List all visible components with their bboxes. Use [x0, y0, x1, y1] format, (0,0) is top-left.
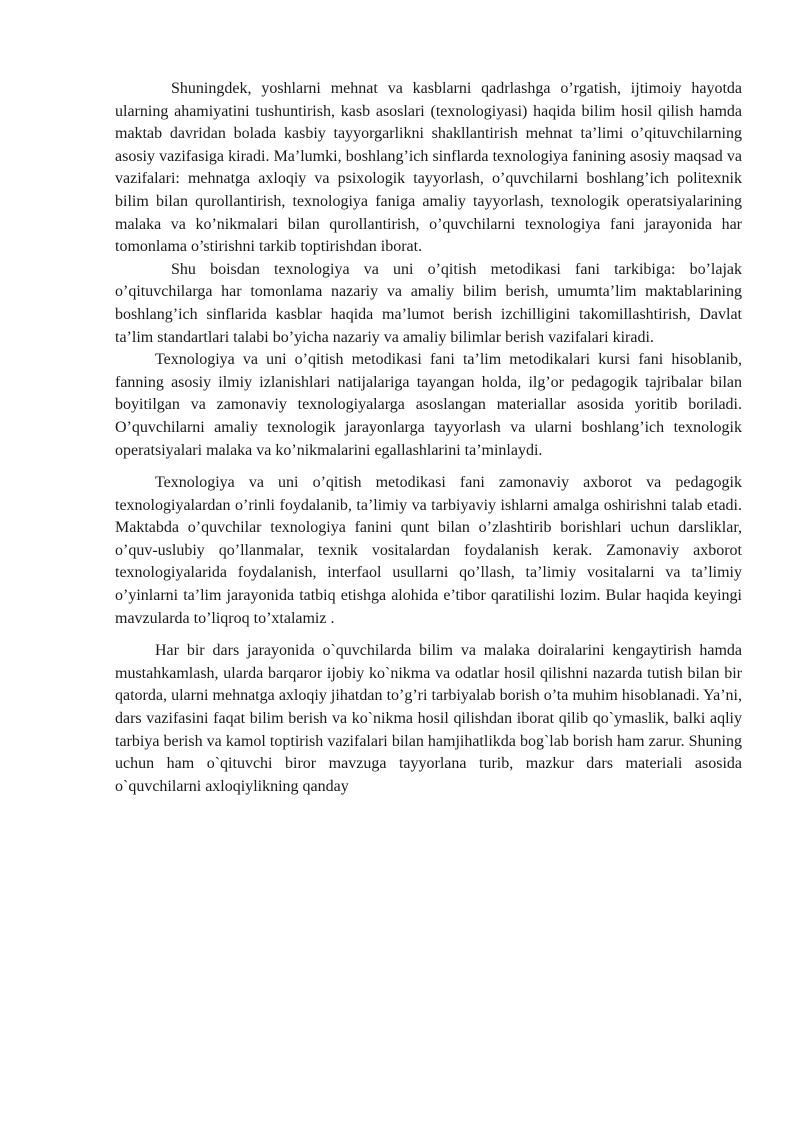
- paragraph-1: Shuningdek, yoshlarni mehnat va kasblarni qadrlashga o’rgatish, ijtimoiy hayotda ularning ahamiyatini tushuntirish, kasb asoslari (texnologiyasi) haqida bilim hosil qilish hamda maktab davridan bolada kasbiy tayyorgarlikni shakllantirish mehnat ta’limi o’qituvchilarning asosiy vazifasiga kiradi. Ma’lumki, boshlang’ich sinflarda texnologiya fanining asosiy maqsad va vazifalari: mehnatga axloqiy va psixologik tayyorlash, o’quvchilarni boshlang’ich politexnik bilim bilan qurollantirish, texnologiya faniga amaliy tayyorlash, texnologik operatsiyalarining malaka va ko’nikmalari bilan qurollantirish, o’quvchilarni texnologiya fani jarayonida har tomonlama o’stirishni tarkib toptirishdan iborat.: [115, 80, 742, 256]
- document-page: [115, 78, 742, 798]
- paragraph-5: Har bir dars jarayonida o`quvchilarda bilim va malaka doiralarini kengaytirish hamda mustahkamlash, ularda barqaror ijobiy ko`nikma va odatlar hosil qilishni nazarda tutish bilan bir qatorda, ularni mehnatga axloqiy jihatdan to’g’ri tarbiyalab borish o’ta muhim hisoblanadi. Ya’ni, dars vazifasini faqat bilim berish va ko`nikma hosil qilishdan iborat qilib qo`ymaslik, balki aqliy tarbiya berish va kamol toptirish vazifalari bilan hamjihatlikda bog`lab borish ham zarur. Shuning uchun ham o`qituvchi biror mavzuga tayyorlana turib, mazkur dars materiali asosida o`quvchilarni axloqiylikning qanday: [115, 642, 742, 795]
- paragraph-4: Texnologiya va uni o’qitish metodikasi fani zamonaviy axborot va pedagogik texnologiyalardan o’rinli foydalanib, ta’limiy va tarbiyaviy ishlarni amalga oshirishni talab etadi. Maktabda o’quvchilar texnologiya fanini qunt bilan o’zlashtirib borishlari uchun darsliklar, o’quv-uslubiy qo’llanmalar, texnik vositalardan foydalanish kerak. Zamonaviy axborot texnologiyalarida foydalanish, interfaol usullarni qo’llash, ta’limiy vositalarni va ta’limiy o’yinlarni ta’lim jarayonida tatbiq etishga alohida e’tibor qaratilishi lozim. Bular haqida keyingi mavzularda to’liqroq to’xtalamiz .: [115, 474, 742, 627]
- paragraph-3: Texnologiya va uni o’qitish metodikasi fani ta’lim metodikalari kursi fani hisoblanib, fanning asosiy ilmiy izlanishlari natijalariga tayangan holda, ilg’or pedagogik tajribalar bilan boyitilgan va zamonaviy texnologiyalarga asoslangan materiallar asosida yoritib boriladi. O’quvchilarni amaliy texnologik jarayonlarga tayyorlash va ularni boshlang’ich texnologik operatsiyalari malaka va ko’nikmalarini egallashlarini ta’minlaydi.: [115, 351, 742, 459]
- paragraph-2: Shu boisdan texnologiya va uni o’qitish metodikasi fani tarkibiga: bo’lajak o’qituvchilarga har tomonlama nazariy va amaliy bilim berish, umumta’lim maktablarining boshlang’ich sinflarida kasblar haqida ma’lumot berish izchilligini takomillashtirish, Davlat ta’lim standartlari talabi bo’yicha nazariy va amaliy bilimlar berish vazifalari kiradi.: [115, 260, 742, 346]
